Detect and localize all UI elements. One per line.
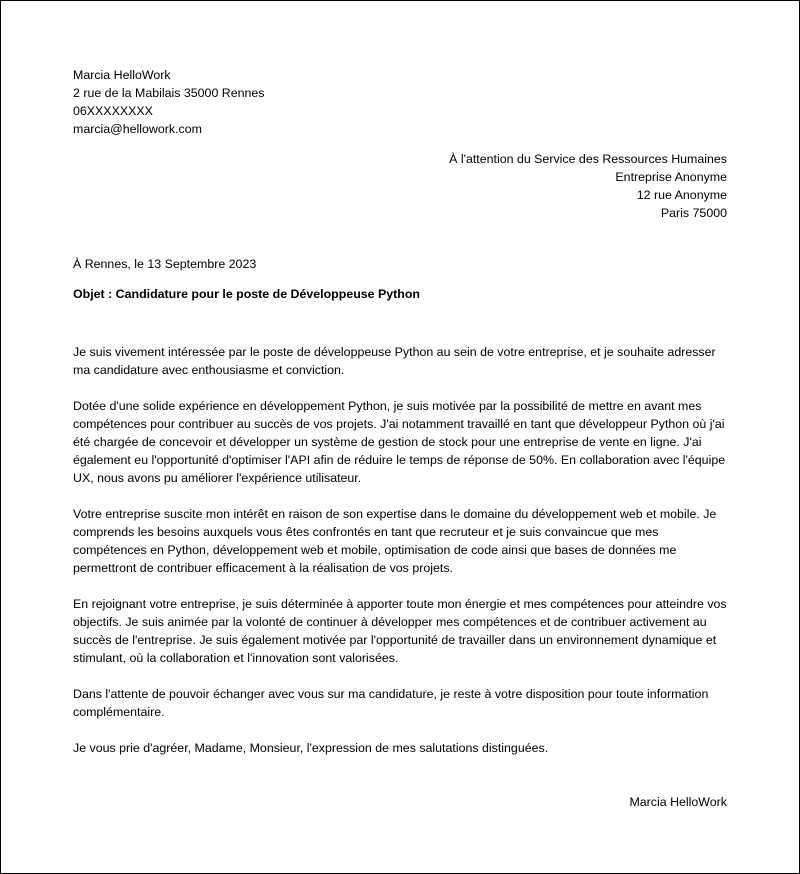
sender-phone: 06XXXXXXXX (73, 104, 153, 118)
paragraph-closing: Je vous prie d'agréer, Madame, Monsieur, l'expression de mes salutations distinguées. (73, 741, 549, 755)
recipient-block (227, 150, 727, 222)
sender-name: Marcia HelloWork (73, 68, 171, 82)
letter-date: À Rennes, le 13 Septembre 2023 (73, 257, 257, 271)
paragraph-experience: Dotée d'une solide expérience en développement Python, je suis motivée par la possibilité de mettre en avant mes compétences pour contribuer au succès de vos projets. J'ai notamment travaillé en tant que développeur Python où j'ai été chargée de concevoir et développer un système de gestion de stock pour une entreprise de vente en ligne. J'ai également eu l'opportunité d'optimiser l'API afin de réduire le temps de réponse de 50%. En collaboration avec l'équipe UX, nous avons pu améliorer l'expérience utilisateur. (73, 399, 726, 485)
recipient-city: Paris 75000 (660, 206, 727, 220)
signature: Marcia HelloWork (629, 795, 727, 809)
recipient-attention: À l'attention du Service des Ressources Humaines (449, 152, 727, 166)
recipient-street: 12 rue Anonyme (636, 188, 727, 202)
recipient-company: Entreprise Anonyme (615, 170, 727, 184)
sender-email: marcia@hellowork.com (73, 122, 202, 136)
paragraph-motivation: En rejoignant votre entreprise, je suis déterminée à apporter toute mon énergie et mes compétences pour atteindre vos objectifs. Je suis animée par la volonté de continuer à développer mes compétences et de contribuer activement au succès de l'entreprise. Je suis également motivée par l'opportunité de travailler dans un environnement dynamique et stimulant, où la collaboration et l'innovation sont valorisées. (73, 597, 727, 665)
sender-address: 2 rue de la Mabilais 35000 Rennes (73, 86, 265, 100)
letter-subject: Objet : Candidature pour le poste de Développeuse Python (73, 287, 420, 301)
paragraph-company-interest: Votre entreprise suscite mon intérêt en raison de son expertise dans le domaine du développement web et mobile. Je comprends les besoins auxquels vous êtes confrontés en tant que recruteur et je suis convaincue que mes compétences en Python, développement web et mobile, optimisation de code ainsi que bases de données me permettront de contribuer efficacement à la réalisation de vos projets. (73, 507, 717, 575)
paragraph-intro: Je suis vivement intéressée par le poste de développeuse Python au sein de votre entreprise, et je souhaite adresser ma candidature avec enthousiasme et conviction. (73, 345, 716, 377)
letter-body (73, 343, 733, 775)
paragraph-availability: Dans l'attente de pouvoir échanger avec vous sur ma candidature, je reste à votre disposition pour toute information complémentaire. (73, 687, 709, 719)
sender-block (73, 66, 473, 138)
